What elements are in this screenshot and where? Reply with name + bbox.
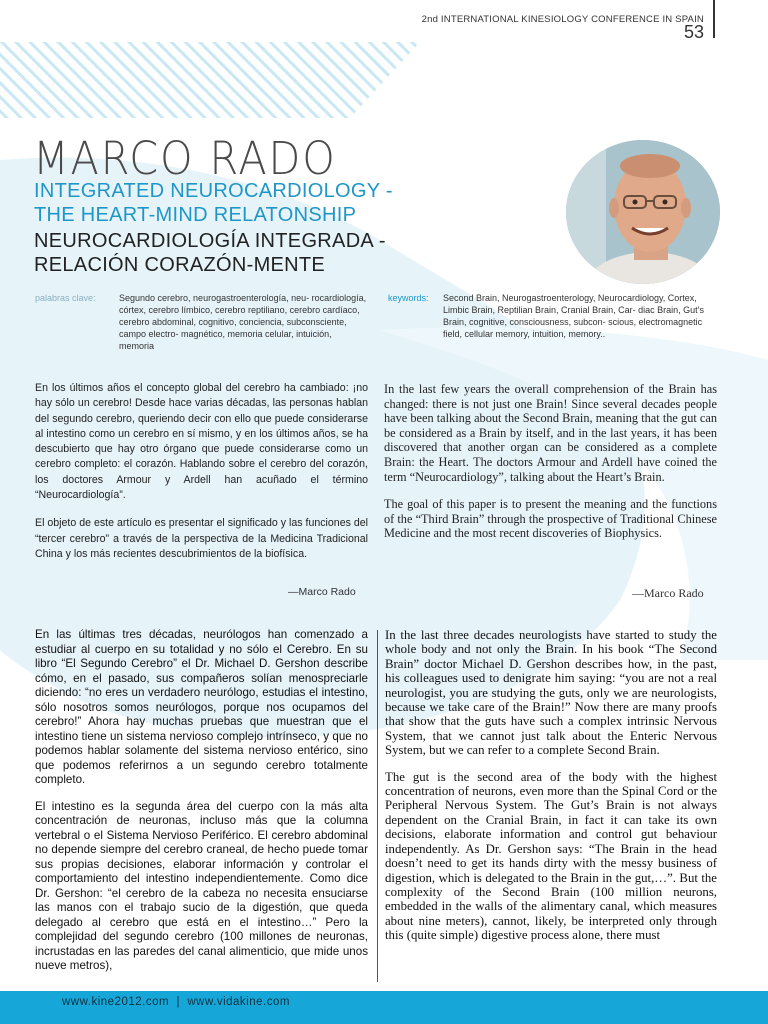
abstract-en-paragraph-1: In the last few years the overall comprehension of the Brain has changed: there is not just one Brain! Since several decades people have been talking about the Second Brain, meaning that the gut can be considered as a Brain by itself, and in the last years, it has been discovered that another organ can be considered as a complete Brain: the Heart. The doctors Armour and Ardell have coined the term “Neurocardiology”, talking about the Heart’s Brain. [384,382,717,484]
body-en [385,628,717,955]
body-en-paragraph-2: The gut is the second area of the body with the highest concentration of neurons, even more than the Spinal Cord or the Peripheral Nervous System. The Gut’s Brain is not always dependent on the Cranial Brain, in fact it can take its own decisions, elaborate information and control gut behaviour independently. As Dr. Gershon says: “The Brain in the head doesn’t need to get its hands dirty with the messy business of digestion, which is delegated to the Brain in the gut,…”. But the complexity of the Second Brain (100 million neurons, embedded in the walls of the alimentary canal, which measures about nine meters), cannot, likely, be interpreted only through this (quite simple) digestive process alone, there must [385,769,717,943]
keywords-es-label: palabras clave: [35,293,96,303]
title-en-line2: THE HEART-MIND RELATONSHIP [34,204,357,226]
footer-links[interactable]: www.kine2012.com | www.vidakine.com [62,996,290,1008]
abstract-es [35,381,368,575]
abstract-es-signature: —Marco Rado [288,586,356,598]
keywords-es-text: Segundo cerebro, neurogastroenterología, neu- rocardiología, córtex, cerebro límbico, cerebro reptiliano, cerebro cardíaco, cerebro abdominal, cognitivo, conciencia, subconsciente, campo electro- magnético, memoria celular, intuición, memoria [119,293,367,351]
abstract-en-paragraph-2: The goal of this paper is to present the meaning and the functions of the “Third Brain” through the prospective of Traditional Chinese Medicine and the most recent discoveries of Biophysics. [384,497,717,541]
abstract-es-paragraph-2: El objeto de este artículo es presentar el significado y las funciones del “tercer cerebro” a través de la perspectiva de la Medicina Tradicional China y los más recientes descubrimientos de la biofísica. [35,517,368,560]
abstract-en-signature: —Marco Rado [632,586,704,600]
page-number: 53 [683,22,704,42]
hatched-band [0,42,420,118]
column-divider [377,630,378,982]
body-es-paragraph-2: El intestino es la segunda área del cuerpo con la más alta concentración de neuronas, incluso más que la columna vertebral o el Sistema Nervioso Periférico. El cerebro abdominal no depende siempre del cerebro craneal, de hecho puede tomar sus propias decisiones, elaborar información y controlar el comportamiento del intestino independientemente. Como dice Dr. Gershon: “el cerebro de la cabeza no necesita ensuciarse las manos con el trabajo sucio de la digestión, que queda delegado al cerebro que está en el intestino…” Pero la complejidad del segundo cerebro (100 millones de neuronas, incrustadas en las paredes del canal alimenticio, que mide unos nueve metros), [35,799,368,972]
keywords-en-label: keywords: [388,293,429,303]
abstract-en [384,382,717,554]
title-es-line2: RELACIÓN CORAZÓN-MENTE [34,254,326,276]
title-es-line1: NEUROCARDIOLOGÍA INTEGRADA - [34,230,386,252]
author-photo [566,140,720,284]
conference-title: 2nd INTERNATIONAL KINESIOLOGY CONFERENCE IN SPAIN [421,14,704,25]
author-name: MARCO RADO [33,132,337,185]
body-en-paragraph-1: In the last three decades neurologists have started to study the whole body and not only the Brain. In his book “The Second Brain” doctor Michael D. Gershon describes how, in the past, his colleagues used to denigrate him saying: “you are not a real neurologist, you are studying the guts, only we are neurologists, because we take care of the Brain!” Now there are many proofs that show that the guts have such a complex intrinsic Nervous System, that we cannot just talk about the Enteric Nervous System, but we can refer to a complete Second Brain. [385,628,717,758]
header-rule [713,0,715,38]
body-es-paragraph-1: En las últimas tres décadas, neurólogos han comenzado a estudiar al cuerpo en su totalidad y no sólo el Cerebro. En su libro “El Segundo Cerebro” el Dr. Michael D. Gershon describe cómo, en el pasado, sus compañeros solían menospreciarle diciendo: “no eres un verdadero neurólogo, estudias el intestino, sólo nosotros somos neurólogos, porque nos ocupamos del cerebro!” Ahora hay muchas pruebas que muestran que el intestino tiene un sistema nervioso complejo intrínseco, y que no podemos hablar solamente del sistema nervioso entérico, sino que podemos referirnos a un segundo cerebro totalmente completo. [35,628,368,786]
body-es [35,628,368,986]
abstract-es-paragraph-1: En los últimos años el concepto global del cerebro ha cambiado: ¡no hay sólo un cerebro! Desde hace varias décadas, las personas hablan del segundo cerebro, queriendo decir con ello que puede considerarse al intestino como un cerebro en sí mismo, y en los últimos años, se ha descubierto que hay otro órgano que puede considerarse como un cerebro completo: el corazón. Hablando sobre el cerebro del corazón, los doctores Armour y Ardell han acuñado el término “Neurocardiología”. [35,382,368,502]
title-en-line1: INTEGRATED NEUROCARDIOLOGY - [34,180,393,202]
keywords-en-text: Second Brain, Neurogastroenterology, Neurocardiology, Cortex, Limbic Brain, Reptilian Brain, Cranial Brain, Car- diac Brain, Gut’s Brain, cognitive, consciousness, subcon- scious, electromagnetic field, cellular memory, intuition, memory.. [443,293,704,339]
